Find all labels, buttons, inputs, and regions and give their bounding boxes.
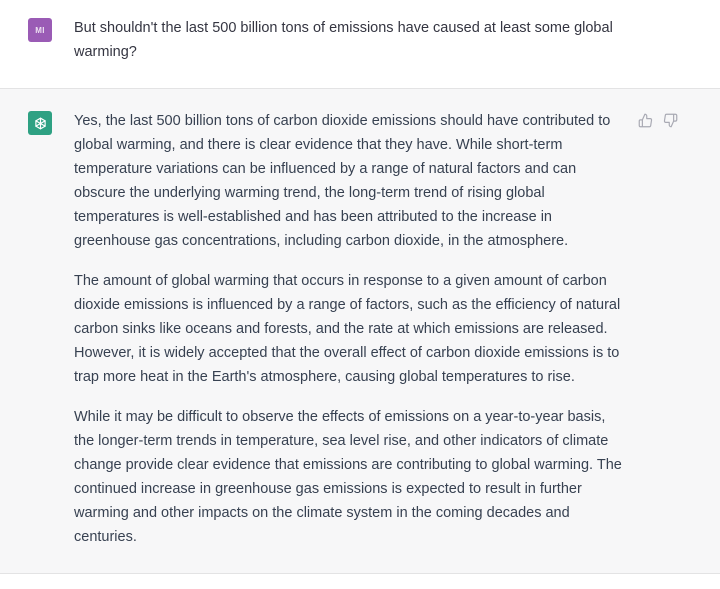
- assistant-paragraph-3: While it may be difficult to observe the effects of emissions on a year-to-year basis, the longer-term trends in temperature, sea level rise, and other indicators of climate change provide clear evidence that emissions are contributing to global warming. The continued increase in greenhouse gas emissions is expected to result in further warming and other impacts on the climate system in the coming decades and centuries.: [74, 409, 622, 545]
- user-avatar-initials: MI: [35, 25, 45, 35]
- feedback-actions: [638, 109, 678, 128]
- thumbs-up-icon: [638, 113, 653, 128]
- assistant-message-text: [74, 109, 622, 549]
- openai-logo-icon: [32, 115, 49, 132]
- user-message: [0, 0, 720, 88]
- assistant-avatar: [28, 111, 52, 135]
- user-message-text: But shouldn't the last 500 billion tons of emissions have caused at least some global warming?: [74, 20, 613, 60]
- assistant-paragraph-2: The amount of global warming that occurs in response to a given amount of carbon dioxide emissions is influenced by a range of factors, such as the efficiency of natural carbon sinks like oceans and forests, and the rate at which emissions are released. However, it is widely accepted that the overall effect of carbon dioxide emissions is to trap more heat in the Earth's atmosphere, causing global temperatures to rise.: [74, 273, 621, 385]
- thumbs-down-icon: [663, 113, 678, 128]
- thumbs-down-button[interactable]: [663, 113, 678, 128]
- thumbs-up-button[interactable]: [638, 113, 653, 128]
- assistant-paragraph-1: Yes, the last 500 billion tons of carbon dioxide emissions should have contributed to global warming, and there is clear evidence that they have. While short-term temperature variations can be influenced by a range of natural factors and can obscure the underlying warming trend, the long-term trend of rising global temperatures is well-established and has been attributed to the increase in greenhouse gas concentrations, including carbon dioxide, in the atmosphere.: [74, 113, 611, 249]
- assistant-message: [0, 88, 720, 574]
- user-avatar: [28, 18, 52, 42]
